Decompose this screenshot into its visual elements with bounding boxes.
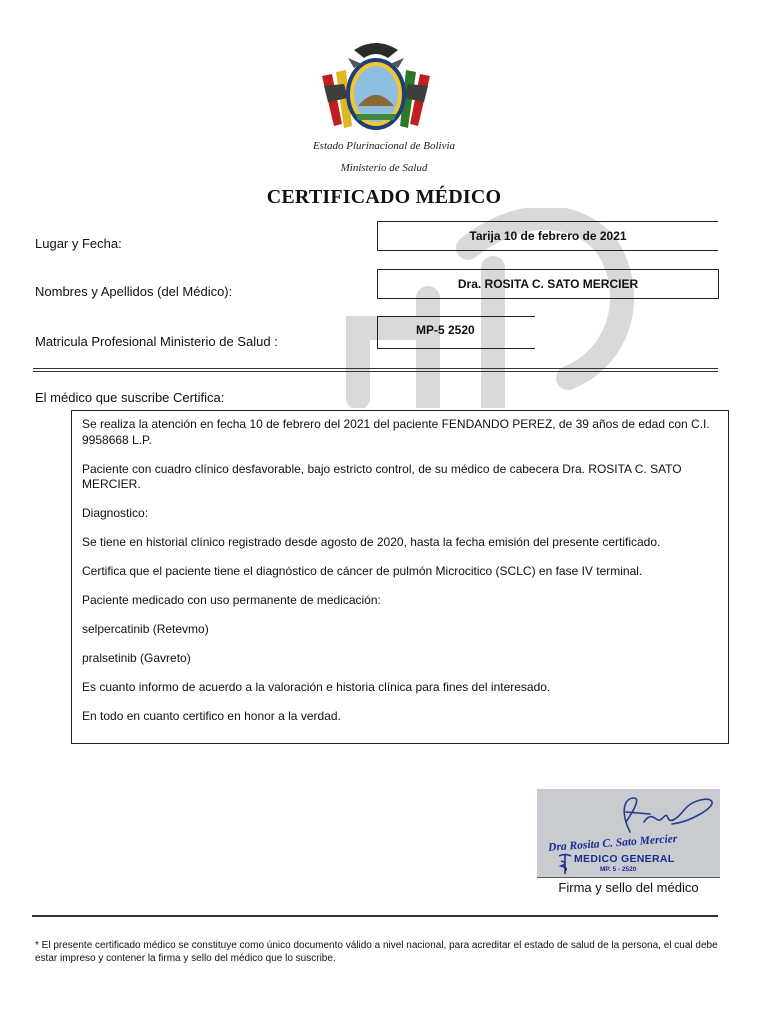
doctor-name-field (377, 269, 719, 299)
divider (33, 368, 718, 369)
certification-paragraph: Se tiene en historial clínico registrado desde agosto de 2020, hasta la fecha emisión del presente certificado. (82, 535, 661, 549)
place-date-field (377, 221, 718, 251)
ministry-name: Ministerio de Salud (340, 162, 428, 174)
place-date-value: Tarija 10 de febrero de 2021 (469, 229, 627, 243)
signature-caption: Firma y sello del médico (558, 880, 699, 895)
certification-paragraph: Es cuanto informo de acuerdo a la valoración e historia clínica para fines del interesado. (82, 680, 551, 694)
certification-paragraph: Diagnostico: (82, 506, 149, 520)
license-field (377, 316, 535, 349)
doctor-name-value: Dra. ROSITA C. SATO MERCIER (457, 277, 639, 291)
divider (33, 371, 718, 372)
coat-of-arms-icon (314, 36, 438, 136)
footer-divider (32, 915, 718, 917)
certification-paragraph: Certifica que el paciente tiene el diagnóstico de cáncer de pulmón Microcitico (SCLC) en fase IV terminal. (82, 564, 643, 578)
stamp-title: MEDICO GENERAL (574, 853, 675, 865)
certification-paragraph: Se realiza la atención en fecha 10 de febrero del 2021 del paciente FENDANDO PEREZ, de 39 años de edad con C.I. 9958668 L.P. (82, 417, 710, 447)
doctor-name-label: Nombres y Apellidos (del Médico): (35, 284, 233, 299)
footnote: * El presente certificado médico se constituye como único documento válido a nivel nacional, para acreditar el estado de salud de la persona, el cual debe estar impreso y contener la firma y sello del médico que lo suscribe. (35, 940, 718, 964)
certifies-label: El médico que suscribe Certifica: (35, 390, 225, 405)
license-value: MP-5 2520 (416, 323, 475, 337)
stamp-doctor-name: Dra Rosita C. Sato Mercier (547, 832, 678, 854)
stamp-license: MP. 5 - 2520 (600, 866, 637, 873)
signature-line (537, 877, 720, 878)
state-name: Estado Plurinacional de Bolivia (312, 140, 456, 152)
caduceus-icon (556, 852, 574, 874)
certification-paragraph: pralsetinib (Gavreto) (82, 651, 191, 665)
document-title: CERTIFICADO MÉDICO (266, 186, 502, 208)
certification-paragraph: Paciente medicado con uso permanente de medicación: (82, 593, 381, 607)
certification-paragraph: selpercatinib (Retevmo) (82, 622, 209, 636)
certification-paragraph: Paciente con cuadro clínico desfavorable, bajo estricto control, de su médico de cabecera Dra. ROSITA C. SATO MERCIER. (82, 461, 682, 491)
certification-body (71, 410, 729, 744)
license-label: Matricula Profesional Ministerio de Salud : (35, 334, 278, 349)
place-date-label: Lugar y Fecha: (35, 236, 122, 251)
certification-paragraph: En todo en cuanto certifico en honor a la verdad. (82, 709, 341, 723)
